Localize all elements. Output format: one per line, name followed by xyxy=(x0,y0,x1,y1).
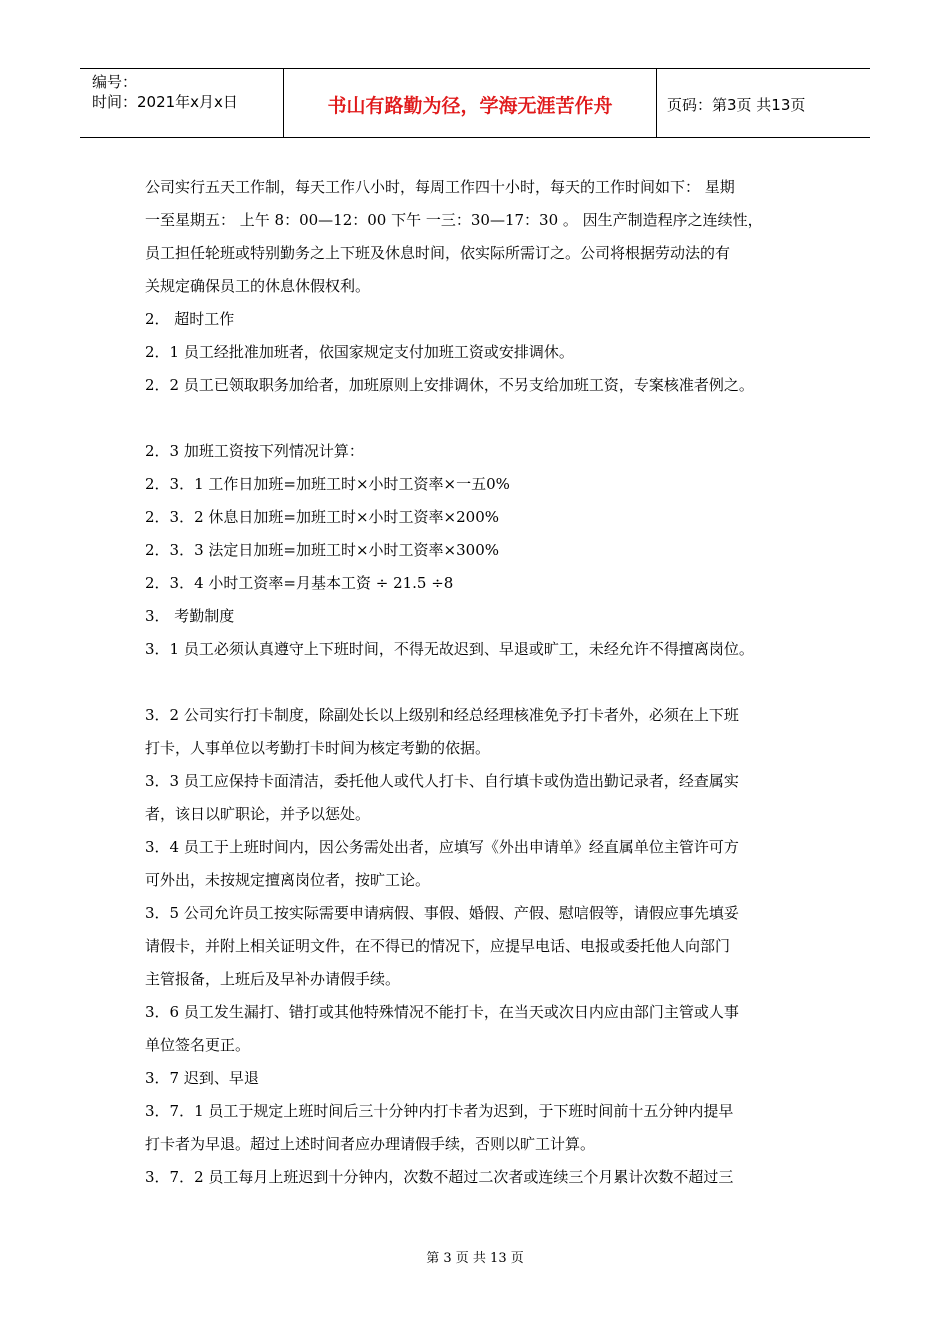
paragraph-line: 3．3 员工应保持卡面清洁，委托他人或代人打卡、自行填卡或伪造出勤记录者，经查属实 xyxy=(145,772,739,790)
paragraph-line: 3．1 员工必须认真遵守上下班时间，不得无故迟到、早退或旷工，未经允许不得擅离岗位。 xyxy=(145,640,754,658)
paragraph-line: 2．3 加班工资按下列情况计算： xyxy=(145,442,364,460)
paragraph-line: 公司实行五天工作制，每天工作八小时，每周工作四十小时，每天的工作时间如下： 星期 xyxy=(145,178,735,196)
page-footer: 第 3 页 共 13 页 xyxy=(426,1251,524,1266)
paragraph-line: 主管报备，上班后及早补办请假手续。 xyxy=(145,970,401,988)
paragraph-line: 3．7 迟到、早退 xyxy=(145,1069,259,1087)
paragraph-line: 单位签名更正。 xyxy=(145,1036,251,1054)
paragraph-line: 3．7．1 员工于规定上班时间后三十分钟内打卡者为迟到，于下班时间前十五分钟内提早 xyxy=(145,1102,734,1120)
section-heading: 3． 考勤制度 xyxy=(145,607,235,625)
page-header xyxy=(80,68,870,138)
paragraph-line: 2．3．4 小时工资率=月基本工资 ÷ 21.5 ÷8 xyxy=(145,574,454,592)
header-motto-cell xyxy=(284,69,657,137)
paragraph-line: 打卡，人事单位以考勤打卡时间为核定考勤的依据。 xyxy=(145,739,491,757)
paragraph-line: 3．5 公司允许员工按实际需要申请病假、事假、婚假、产假、慰唁假等，请假应事先填妥 xyxy=(145,904,739,922)
document-number-label: 编号： xyxy=(92,73,138,91)
paragraph-line: 打卡者为早退。超过上述时间者应办理请假手续，否则以旷工计算。 xyxy=(145,1135,596,1153)
paragraph-line: 3．6 员工发生漏打、错打或其他特殊情况不能打卡，在当天或次日内应由部门主管或人事 xyxy=(145,1003,739,1021)
paragraph-line: 3．7．2 员工每月上班迟到十分钟内，次数不超过二次者或连续三个月累计次数不超过三 xyxy=(145,1168,734,1186)
motto-text: 书山有路勤为径，学海无涯苦作舟 xyxy=(327,95,613,117)
paragraph-line: 员工担任轮班或特别勤务之上下班及休息时间，依实际所需订之。公司将根据劳动法的有 xyxy=(145,244,731,262)
paragraph-line: 3．4 员工于上班时间内，因公务需处出者，应填写《外出申请单》经直属单位主管许可方 xyxy=(145,838,739,856)
paragraph-line: 一至星期五： 上午 8：00—12：00 下午 一三：30—17：30 。 因生产制造程序之连续性， xyxy=(145,211,763,229)
paragraph-line: 者，该日以旷职论，并予以惩处。 xyxy=(145,805,371,823)
header-info-cell xyxy=(80,69,284,137)
page-code-label: 页码：第3页 共13页 xyxy=(667,96,806,114)
header-page-cell xyxy=(657,69,870,137)
paragraph-line: 可外出，未按规定擅离岗位者，按旷工论。 xyxy=(145,871,431,889)
paragraph-line: 2．3．2 休息日加班=加班工时×小时工资率×200% xyxy=(145,508,499,526)
paragraph-line: 2．1 员工经批准加班者，依国家规定支付加班工资或安排调休。 xyxy=(145,343,574,361)
paragraph-line: 2．2 员工已领取职务加给者，加班原则上安排调休，不另支给加班工资，专案核准者例之。 xyxy=(145,376,754,394)
paragraph-line: 3．2 公司实行打卡制度，除副处长以上级别和经总经理核准免予打卡者外，必须在上下班 xyxy=(145,706,739,724)
paragraph-line: 2．3．3 法定日加班=加班工时×小时工资率×300% xyxy=(145,541,499,559)
paragraph-line: 关规定确保员工的休息休假权利。 xyxy=(145,277,371,295)
paragraph-line: 请假卡，并附上相关证明文件，在不得已的情况下，应提早电话、电报或委托他人向部门 xyxy=(145,937,731,955)
section-heading: 2． 超时工作 xyxy=(145,310,235,328)
paragraph-line: 2．3．1 工作日加班=加班工时×小时工资率×一五0% xyxy=(145,475,510,493)
document-body xyxy=(145,176,835,1199)
document-date-label: 时间：2021年x月x日 xyxy=(92,93,238,111)
